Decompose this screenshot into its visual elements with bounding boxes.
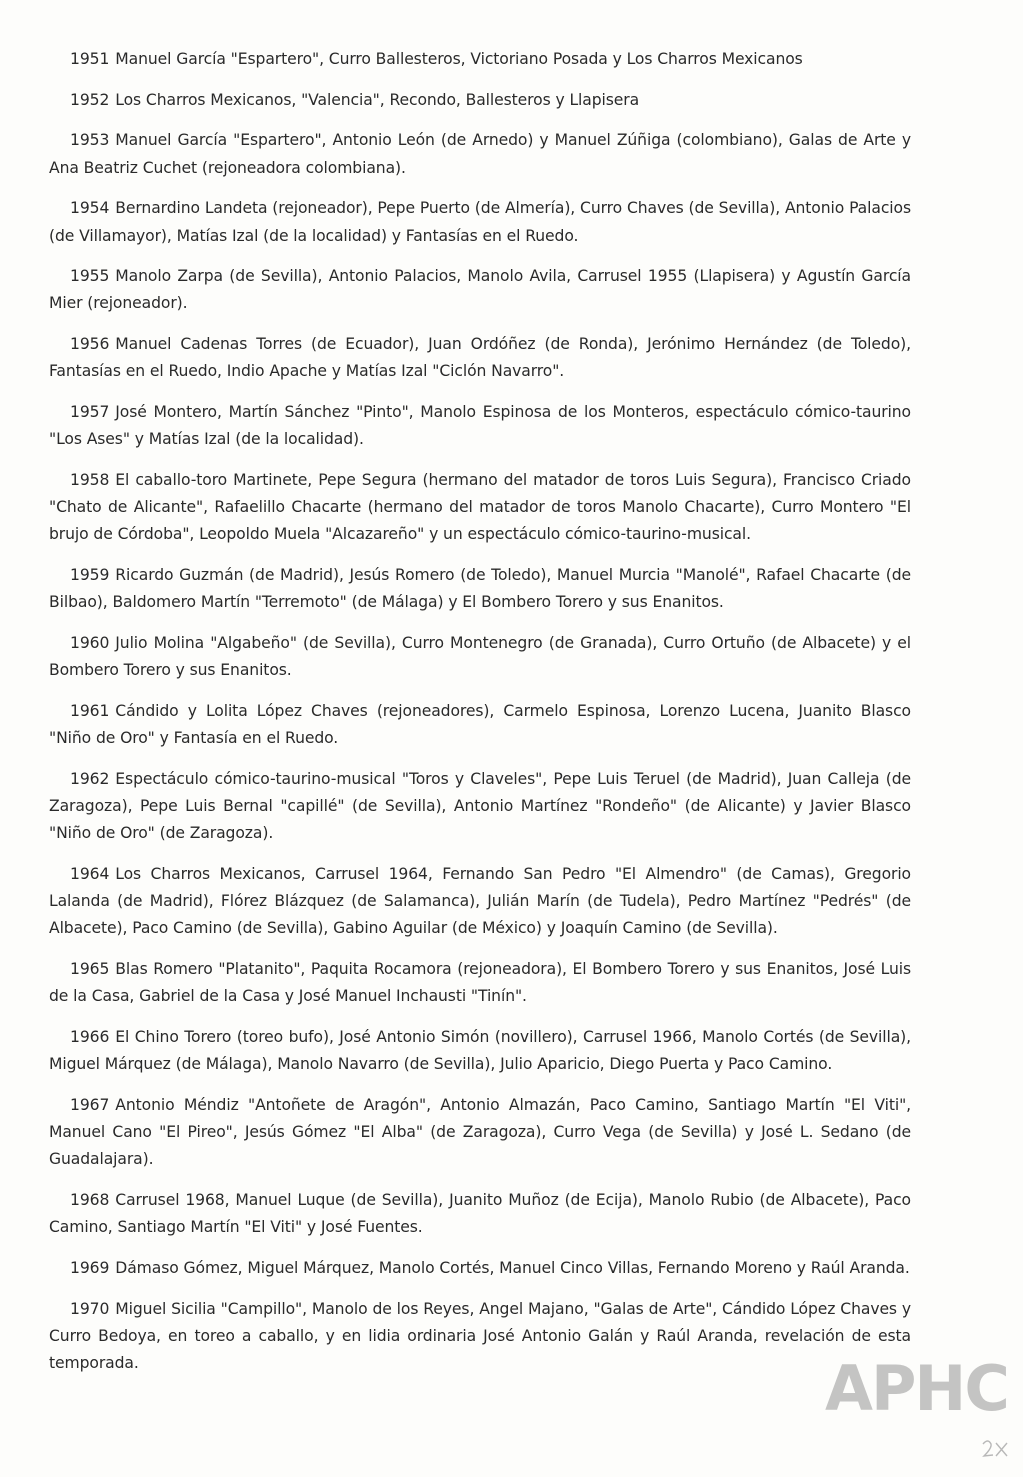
- entry-year: 1954: [70, 199, 110, 218]
- entry-year: 1966: [70, 1027, 110, 1046]
- entry-text: Manuel Cadenas Torres (de Ecuador), Juan Ordóñez (de Ronda), Jerónimo Hernández (de Toledo), Fantasías en el Ruedo, Indio Apache y Matías Izal "Ciclón Navarro".: [49, 335, 911, 381]
- entries-list: [49, 46, 911, 1391]
- entry-text: El caballo-toro Martinete, Pepe Segura (hermano del matador de toros Luis Segura), Francisco Criado "Chato de Alicante", Rafaelillo Chacarte (hermano del matador de toros Manolo Chacarte), Curro Montero "El brujo de Córdoba", Leopoldo Muela "Alcazareño" y un espectáculo cómico-taurino-musical.: [49, 470, 911, 544]
- entry-text: Manolo Zarpa (de Sevilla), Antonio Palacios, Manolo Avila, Carrusel 1955 (Llapisera) y Agustín García Mier (rejoneador).: [49, 267, 911, 313]
- entry-1958: [49, 467, 911, 549]
- entry-year: 1965: [70, 959, 110, 978]
- entry-1969: [49, 1255, 911, 1282]
- entry-text: Cándido y Lolita López Chaves (rejoneadores), Carmelo Espinosa, Lorenzo Lucena, Juanito Blasco "Niño de Oro" y Fantasía en el Ruedo.: [49, 701, 911, 748]
- entry-1967: [49, 1092, 911, 1174]
- watermark-logo: APHC: [825, 1352, 1008, 1425]
- pencil-mark-icon: [980, 1436, 1010, 1462]
- entry-1957: [49, 399, 911, 453]
- entry-year: 1968: [70, 1190, 110, 1209]
- entry-1960: [49, 630, 911, 684]
- entry-1964: [49, 861, 911, 943]
- entry-text: Blas Romero "Platanito", Paquita Rocamora (rejoneadora), El Bombero Torero y sus Enanitos, José Luis de la Casa, Gabriel de la Casa y José Manuel Inchausti "Tinín".: [49, 959, 911, 1006]
- entry-year: 1964: [70, 864, 110, 883]
- entry-year: 1956: [70, 335, 110, 354]
- entry-year: 1967: [70, 1095, 110, 1114]
- entry-year: 1970: [70, 1299, 110, 1318]
- entry-text: Ricardo Guzmán (de Madrid), Jesús Romero (de Toledo), Manuel Murcia "Manolé", Rafael Chacarte (de Bilbao), Baldomero Martín "Terremoto" (de Málaga) y El Bombero Torero y sus Enanitos.: [49, 566, 911, 612]
- entry-text: Los Charros Mexicanos, Carrusel 1964, Fernando San Pedro "El Almendro" (de Camas), Gregorio Lalanda (de Madrid), Flórez Blázquez (de Salamanca), Julián Marín (de Tudela), Pedro Martínez "Pedrés" (de Albacete), Paco Camino (de Sevilla), Gabino Aguilar (de México) y Joaquín Camino (de Sevilla).: [49, 864, 911, 938]
- entry-text: Julio Molina "Algabeño" (de Sevilla), Curro Montenegro (de Granada), Curro Ortuño (de Albacete) y el Bombero Torero y sus Enanitos.: [49, 633, 911, 680]
- entry-year: 1953: [70, 131, 110, 150]
- entry-text: Manuel García "Espartero", Antonio León (de Arnedo) y Manuel Zúñiga (colombiano), Galas de Arte y Ana Beatriz Cuchet (rejoneadora colombiana).: [49, 131, 911, 177]
- entry-1968: [49, 1187, 911, 1241]
- entry-text: Carrusel 1968, Manuel Luque (de Sevilla), Juanito Muñoz (de Ecija), Manolo Rubio (de Albacete), Paco Camino, Santiago Martín "El Viti" y José Fuentes.: [49, 1190, 911, 1237]
- entry-year: 1957: [70, 403, 110, 422]
- entry-1965: [49, 956, 911, 1010]
- entry-text: Manuel García "Espartero", Curro Ballesteros, Victoriano Posada y Los Charros Mexicanos: [115, 50, 803, 68]
- entry-1959: [49, 562, 911, 616]
- entry-year: 1961: [70, 701, 110, 720]
- entry-1970: [49, 1296, 911, 1378]
- entry-1953: [49, 127, 911, 181]
- entry-1955: [49, 263, 911, 317]
- entry-text: Espectáculo cómico-taurino-musical "Toros y Claveles", Pepe Luis Teruel (de Madrid), Juan Calleja (de Zaragoza), Pepe Luis Bernal "capillé" (de Sevilla), Antonio Martínez "Rondeño" (de Alicante) y Javier Blasco "Niño de Oro" (de Zaragoza).: [49, 769, 911, 843]
- entry-1961: [49, 698, 911, 752]
- entry-1954: [49, 195, 911, 249]
- entry-1966: [49, 1024, 911, 1078]
- entry-year: 1958: [70, 470, 110, 489]
- entry-year: 1955: [70, 267, 110, 286]
- entry-year: 1962: [70, 769, 110, 788]
- entry-text: Los Charros Mexicanos, "Valencia", Recondo, Ballesteros y Llapisera: [115, 90, 640, 109]
- entry-text: José Montero, Martín Sánchez "Pinto", Manolo Espinosa de los Monteros, espectáculo cómico-taurino "Los Ases" y Matías Izal (de la localidad).: [49, 403, 911, 449]
- entry-1952: [49, 87, 911, 114]
- entry-text: Antonio Méndiz "Antoñete de Aragón", Antonio Almazán, Paco Camino, Santiago Martín "El Viti", Manuel Cano "El Pireo", Jesús Gómez "El Alba" (de Zaragoza), Curro Vega (de Sevilla) y José L. Sedano (de Guadalajara).: [49, 1095, 911, 1169]
- entry-1962: [49, 766, 911, 848]
- entry-text: Miguel Sicilia "Campillo", Manolo de los Reyes, Angel Majano, "Galas de Arte", Cándido López Chaves y Curro Bedoya, en toreo a caballo, y en lidia ordinaria José Antonio Galán y Raúl Aranda, revelación de esta temporada.: [49, 1299, 911, 1372]
- entry-year: 1969: [70, 1258, 110, 1277]
- entry-year: 1951: [70, 50, 110, 68]
- entry-text: El Chino Torero (toreo bufo), José Antonio Simón (novillero), Carrusel 1966, Manolo Cortés (de Sevilla), Miguel Márquez (de Málaga), Manolo Navarro (de Sevilla), Julio Aparicio, Diego Puerta y Paco Camino.: [49, 1027, 911, 1074]
- entry-year: 1959: [70, 566, 110, 585]
- entry-1956: [49, 331, 911, 385]
- entry-year: 1952: [70, 90, 110, 109]
- entry-text: Bernardino Landeta (rejoneador), Pepe Puerto (de Almería), Curro Chaves (de Sevilla), Antonio Palacios (de Villamayor), Matías Izal (de la localidad) y Fantasías en el Ruedo.: [49, 199, 911, 245]
- entry-year: 1960: [70, 633, 110, 652]
- entry-1951: [49, 46, 911, 73]
- entry-text: Dámaso Gómez, Miguel Márquez, Manolo Cortés, Manuel Cinco Villas, Fernando Moreno y Raúl Aranda.: [115, 1258, 910, 1277]
